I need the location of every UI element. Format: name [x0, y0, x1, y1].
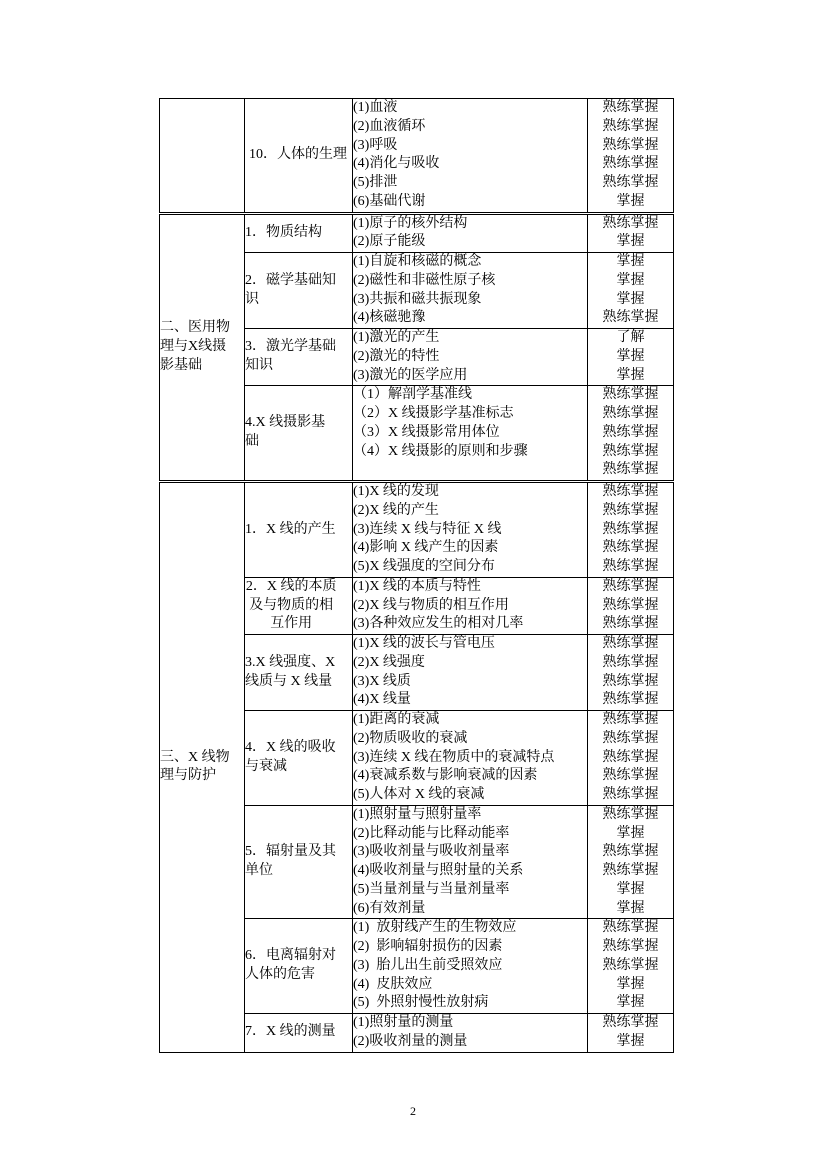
requirement-level: 掌握: [616, 348, 645, 364]
requirement-level: 掌握: [616, 995, 645, 1011]
content-item: (4)核磁驰豫: [353, 310, 426, 326]
content-item: (5)排泄: [353, 175, 398, 190]
items-cell: [353, 329, 588, 386]
requirement-level: 熟练掌握: [602, 730, 659, 746]
levels-cell: [588, 711, 674, 806]
requirement-level: 掌握: [616, 825, 645, 841]
topic-cell: [245, 213, 353, 253]
items-cell: [353, 253, 588, 329]
requirement-level: 熟练掌握: [602, 787, 659, 802]
content-item: (2)吸收剂量的测量: [353, 1033, 468, 1049]
topic-title: 7．X 线的测量: [245, 1024, 336, 1040]
requirement-level: 熟练掌握: [602, 215, 659, 231]
items-cell: [353, 213, 588, 253]
content-item: (4)吸收剂量与照射量的关系: [353, 863, 524, 878]
items-cell: [353, 1014, 588, 1053]
items-cell: [353, 482, 588, 578]
content-item: (1)血液: [353, 100, 398, 115]
topic-row: [160, 482, 674, 578]
requirement-level: 熟练掌握: [602, 310, 659, 326]
content-item: (3) 胎儿出生前受照效应: [353, 957, 503, 973]
levels-cell: [588, 99, 674, 214]
requirement-level: 掌握: [616, 900, 645, 916]
category-title: 二、医用物理与X线摄影基础: [160, 320, 230, 373]
content-item: (3)各种效应发生的相对几率: [353, 616, 524, 632]
items-cell: [353, 99, 588, 214]
requirement-level: 熟练掌握: [602, 559, 659, 574]
requirement-level: 掌握: [616, 291, 645, 307]
topic-title: 1．X 线的产生: [245, 521, 336, 537]
requirement-level: 熟练掌握: [602, 654, 659, 670]
content-item: (4) 皮肤效应: [353, 976, 433, 992]
content-item: (1)照射量的测量: [353, 1015, 454, 1030]
content-item: (3)呼吸: [353, 137, 398, 153]
requirement-level: 熟练掌握: [602, 521, 659, 537]
topic-title: 4.X 线摄影基础: [245, 415, 326, 450]
content-item: (2)原子能级: [353, 234, 426, 250]
levels-cell: [588, 919, 674, 1014]
items-cell: [353, 635, 588, 711]
requirement-level: 熟练掌握: [602, 806, 659, 822]
requirement-level: 掌握: [616, 272, 645, 288]
items-cell: [353, 711, 588, 806]
content-item: (2)激光的特性: [353, 348, 440, 364]
content-item: (3)激光的医学应用: [353, 367, 468, 383]
content-item: (1)距离的衰减: [353, 712, 440, 727]
levels-cell: [588, 635, 674, 711]
levels-cell: [588, 253, 674, 329]
content-item: (3)连续 X 线在物质中的衰减特点: [353, 749, 555, 765]
content-item: (2)血液循环: [353, 118, 426, 134]
content-item: (1) 放射线产生的生物效应: [353, 920, 517, 936]
content-item: (3)共振和磁共振现象: [353, 291, 482, 307]
content-item: (5)X 线强度的空间分布: [353, 559, 495, 574]
requirement-level: 掌握: [616, 234, 645, 250]
levels-cell: [588, 482, 674, 578]
requirement-level: 熟练掌握: [602, 578, 659, 594]
requirement-level: 掌握: [616, 881, 645, 897]
topic-cell: [245, 711, 353, 806]
content-item: (4)消化与吸收: [353, 156, 440, 172]
content-item: （2）X 线摄影学基准标志: [353, 406, 514, 421]
requirement-level: 熟练掌握: [602, 424, 659, 440]
requirement-level: 掌握: [616, 1033, 645, 1049]
requirement-level: 熟练掌握: [602, 1015, 659, 1030]
levels-cell: [588, 1014, 674, 1053]
content-item: (5)人体对 X 线的衰减: [353, 787, 485, 802]
category-cell-empty: [160, 99, 245, 214]
topic-cell: [245, 99, 353, 214]
requirement-level: 熟练掌握: [602, 118, 659, 134]
content-item: (1)X 线的本质与特性: [353, 578, 481, 594]
topic-cell: [245, 482, 353, 578]
levels-cell: [588, 213, 674, 253]
requirement-level: 熟练掌握: [602, 137, 659, 153]
content-item: (2)比释动能与比释动能率: [353, 825, 510, 841]
requirement-level: 熟练掌握: [602, 920, 659, 936]
content-item: (1)照射量与照射量率: [353, 806, 482, 822]
category-cell: [160, 213, 245, 482]
content-item: (1)X 线的发现: [353, 484, 439, 499]
levels-cell: [588, 577, 674, 634]
requirement-level: 熟练掌握: [602, 692, 659, 708]
requirement-level: 熟练掌握: [602, 462, 659, 478]
items-cell: [353, 386, 588, 482]
requirement-level: 熟练掌握: [602, 673, 659, 689]
content-item: (2)物质吸收的衰减: [353, 730, 468, 746]
requirement-level: 熟练掌握: [602, 100, 659, 115]
topic-cell: [245, 1014, 353, 1053]
content-item: (2)X 线与物质的相互作用: [353, 597, 509, 613]
content-item: (1)X 线的波长与管电压: [353, 636, 495, 651]
requirement-level: 熟练掌握: [602, 768, 659, 784]
requirement-level: 掌握: [616, 367, 645, 383]
topic-row: [160, 99, 674, 214]
content-item: （4）X 线摄影的原则和步骤: [353, 443, 528, 459]
topic-title: 2．磁学基础知识: [245, 272, 336, 307]
content-item: (1)原子的核外结构: [353, 215, 468, 231]
requirement-level: 熟练掌握: [602, 712, 659, 727]
topic-title: 10．人体的生理: [249, 146, 347, 162]
items-cell: [353, 577, 588, 634]
requirement-level: 熟练掌握: [602, 863, 659, 878]
content-item: （3）X 线摄影常用体位: [353, 424, 500, 440]
syllabus-table: [159, 98, 674, 1053]
content-item: (4)衰减系数与影响衰减的因素: [353, 768, 538, 784]
requirement-level: 掌握: [616, 254, 645, 269]
content-item: (2)磁性和非磁性原子核: [353, 272, 496, 288]
requirement-level: 熟练掌握: [602, 939, 659, 954]
content-item: (5) 外照射慢性放射病: [353, 995, 489, 1011]
topic-cell: [245, 805, 353, 919]
topic-title: 3．激光学基础知识: [245, 339, 336, 374]
content-item: (3)连续 X 线与特征 X 线: [353, 521, 502, 537]
requirement-level: 熟练掌握: [602, 957, 659, 973]
requirement-level: 熟练掌握: [602, 749, 659, 765]
requirement-level: 了解: [616, 330, 645, 345]
page-number: 2: [410, 1104, 416, 1118]
topic-cell: [245, 386, 353, 482]
topic-cell: [245, 635, 353, 711]
content-item: (1)激光的产生: [353, 330, 440, 345]
topic-title: 5．辐射量及其单位: [245, 844, 336, 878]
topic-title: 1．物质结构: [245, 224, 322, 240]
requirement-level: 熟练掌握: [602, 636, 659, 651]
levels-cell: [588, 805, 674, 919]
category-cell: [160, 482, 245, 1053]
content-item: (6)基础代谢: [353, 193, 426, 209]
content-item: (4)影响 X 线产生的因素: [353, 540, 499, 556]
topic-cell: [245, 577, 353, 634]
requirement-level: 熟练掌握: [602, 616, 659, 632]
requirement-level: 熟练掌握: [602, 156, 659, 172]
requirement-level: 熟练掌握: [602, 502, 659, 518]
content-item: (4)X 线量: [353, 692, 411, 708]
topic-cell: [245, 329, 353, 386]
content-item: (2)X 线的产生: [353, 502, 439, 518]
requirement-level: 熟练掌握: [602, 175, 659, 190]
requirement-level: 熟练掌握: [602, 443, 659, 459]
levels-cell: [588, 386, 674, 482]
content-item: （1）解剖学基准线: [353, 387, 472, 403]
topic-cell: [245, 919, 353, 1014]
items-cell: [353, 805, 588, 919]
content-item: (5)当量剂量与当量剂量率: [353, 881, 510, 897]
requirement-level: 熟练掌握: [602, 387, 659, 403]
topic-cell: [245, 253, 353, 329]
requirement-level: 掌握: [616, 976, 645, 992]
content-item: (2)X 线强度: [353, 654, 425, 670]
topic-title: 2．X 线的本质及与物质的相互作用: [245, 578, 337, 632]
levels-cell: [588, 329, 674, 386]
content-item: (3)吸收剂量与吸收剂量率: [353, 844, 510, 860]
topic-row: [160, 213, 674, 253]
category-title: 三、X 线物理与防护: [160, 749, 230, 784]
requirement-level: 掌握: [616, 193, 645, 209]
requirement-level: 熟练掌握: [602, 844, 659, 860]
items-cell: [353, 919, 588, 1014]
content-item: (6)有效剂量: [353, 900, 426, 916]
content-item: (3)X 线质: [353, 673, 411, 689]
requirement-level: 熟练掌握: [602, 406, 659, 421]
requirement-level: 熟练掌握: [602, 484, 659, 499]
requirement-level: 熟练掌握: [602, 597, 659, 613]
topic-title: 4．X 线的吸收与衰减: [245, 740, 336, 774]
content-item: (1)自旋和核磁的概念: [353, 254, 482, 269]
requirement-level: 熟练掌握: [602, 540, 659, 556]
topic-title: 3.X 线强度、X 线质与 X 线量: [245, 654, 339, 689]
topic-title: 6．电离辐射对人体的危害: [245, 948, 336, 983]
content-item: (2) 影响辐射损伤的因素: [353, 939, 503, 954]
